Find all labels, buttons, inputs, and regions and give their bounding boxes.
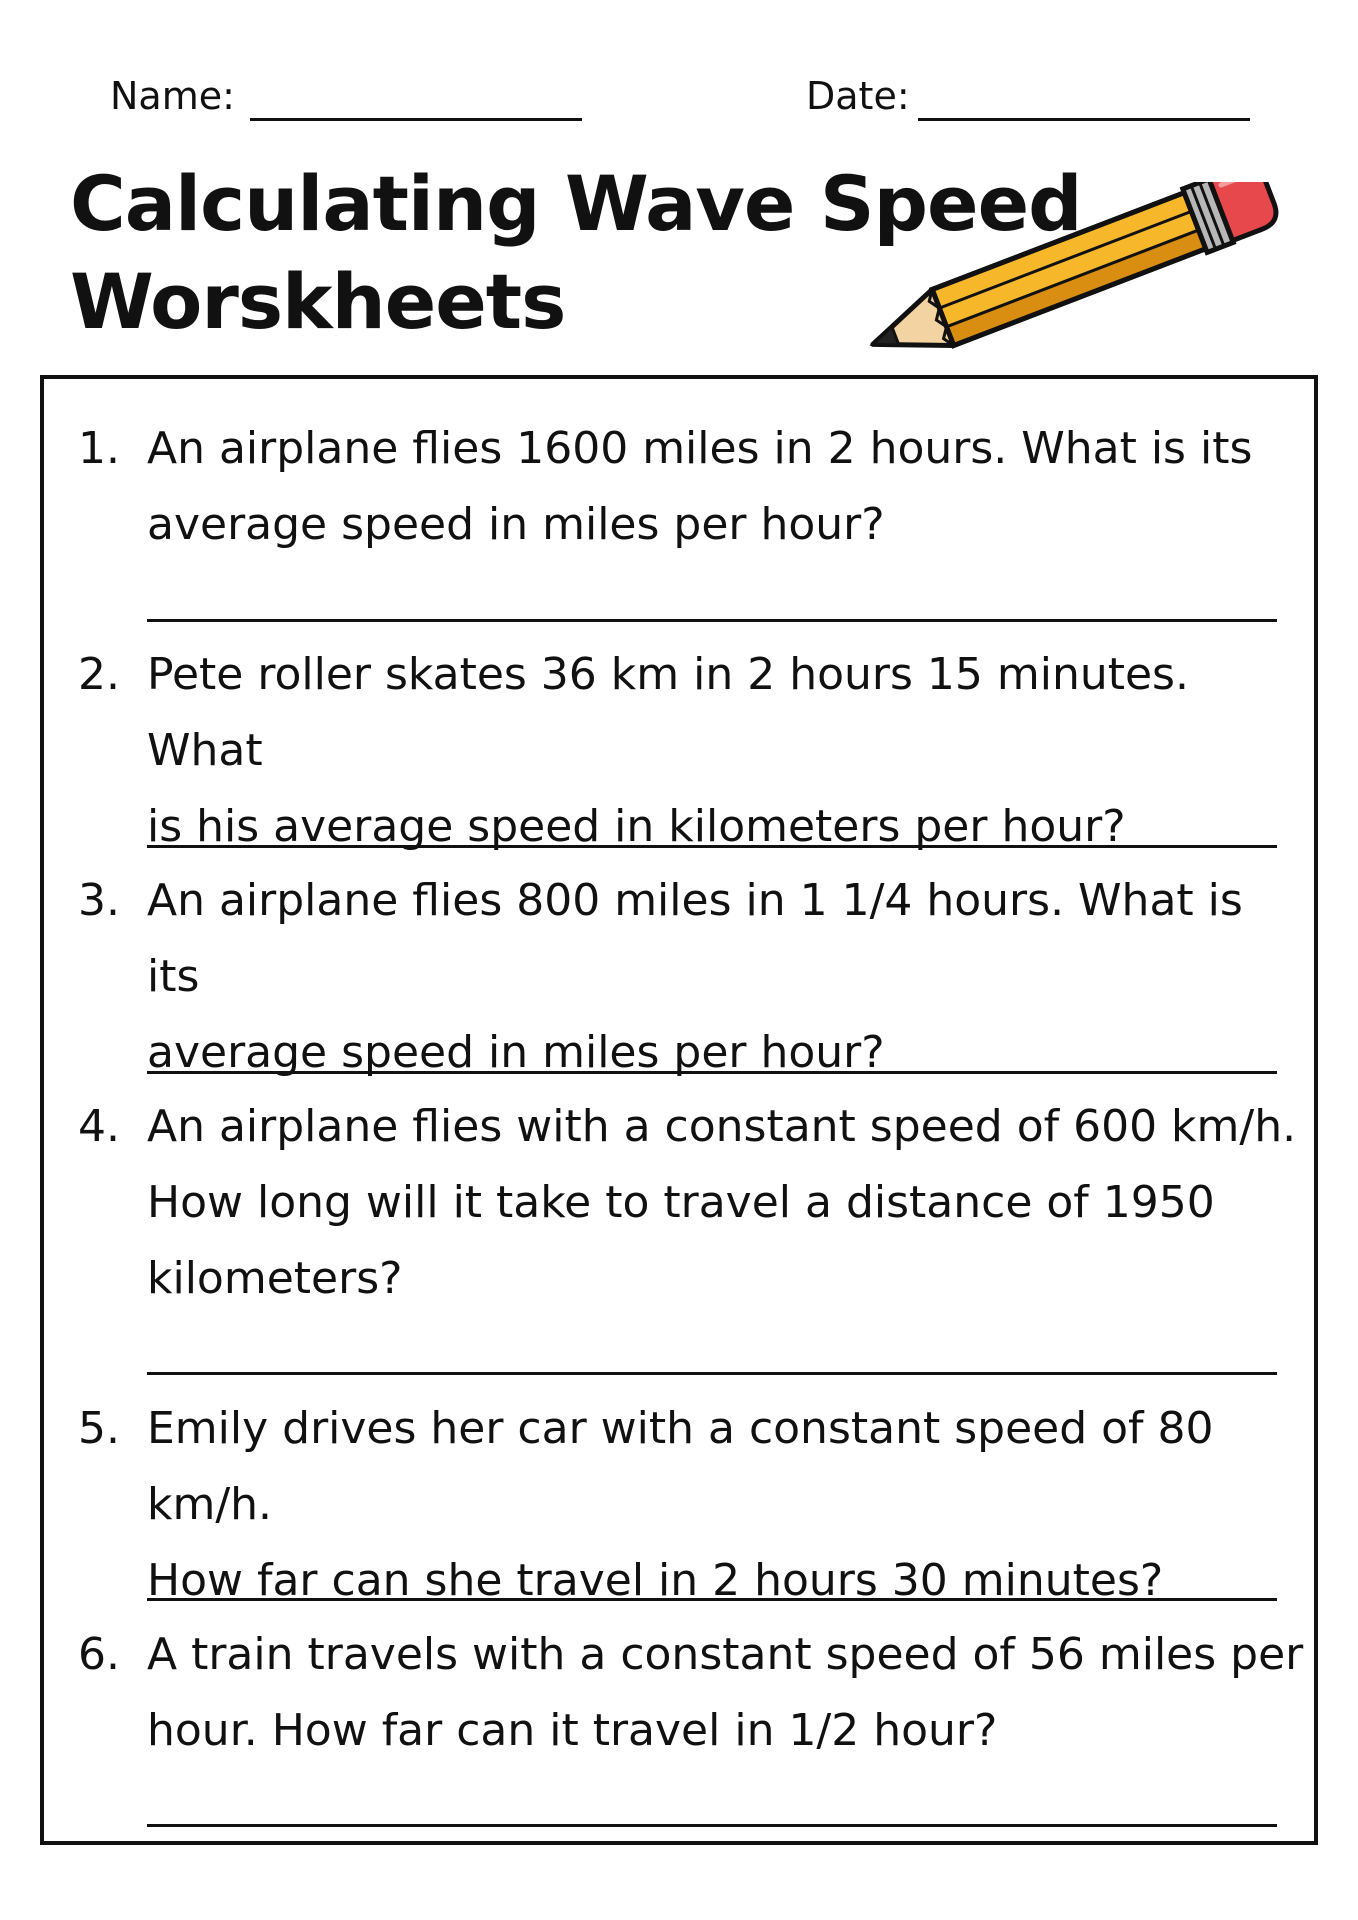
question-number: 6.	[78, 1629, 120, 1680]
question-text: An airplane flies 800 miles in 1 1/4 hours. What is its average speed in miles per hour?	[147, 875, 1243, 1078]
answer-line-5[interactable]	[147, 1598, 1277, 1601]
title-line-2: Worskheets	[70, 257, 566, 346]
date-field[interactable]	[918, 118, 1250, 121]
answer-line-6[interactable]	[147, 1824, 1277, 1827]
answer-line-3[interactable]	[147, 1071, 1277, 1074]
pencil-icon	[838, 182, 1294, 352]
answer-line-2[interactable]	[147, 845, 1277, 848]
question-text: An airplane flies with a constant speed of 600 km/h. How long will it take to travel a distance of 1950 kilometers?	[147, 1101, 1297, 1304]
name-field[interactable]	[250, 118, 582, 121]
question-text: Emily drives her car with a constant speed of 80 km/h. How far can she travel in 2 hours 30 minutes?	[147, 1403, 1214, 1606]
question-number: 4.	[78, 1101, 120, 1152]
question-text: A train travels with a constant speed of 56 miles per hour. How far can it travel in 1/2 hour?	[147, 1629, 1304, 1756]
question-number: 5.	[78, 1403, 120, 1454]
answer-line-1[interactable]	[147, 619, 1277, 622]
question-text: An airplane flies 1600 miles in 2 hours. What is its average speed in miles per hour?	[147, 423, 1253, 550]
question-number: 3.	[78, 875, 120, 926]
date-label: Date:	[806, 74, 910, 118]
question-text: Pete roller skates 36 km in 2 hours 15 minutes. What is his average speed in kilometers per hour?	[147, 649, 1189, 852]
title-line-1: Calculating Wave Speed	[70, 159, 1082, 248]
questions-box	[40, 375, 1318, 1845]
answer-line-4[interactable]	[147, 1372, 1277, 1375]
name-label: Name:	[110, 74, 235, 118]
question-number: 2.	[78, 649, 120, 700]
question-number: 1.	[78, 423, 120, 474]
